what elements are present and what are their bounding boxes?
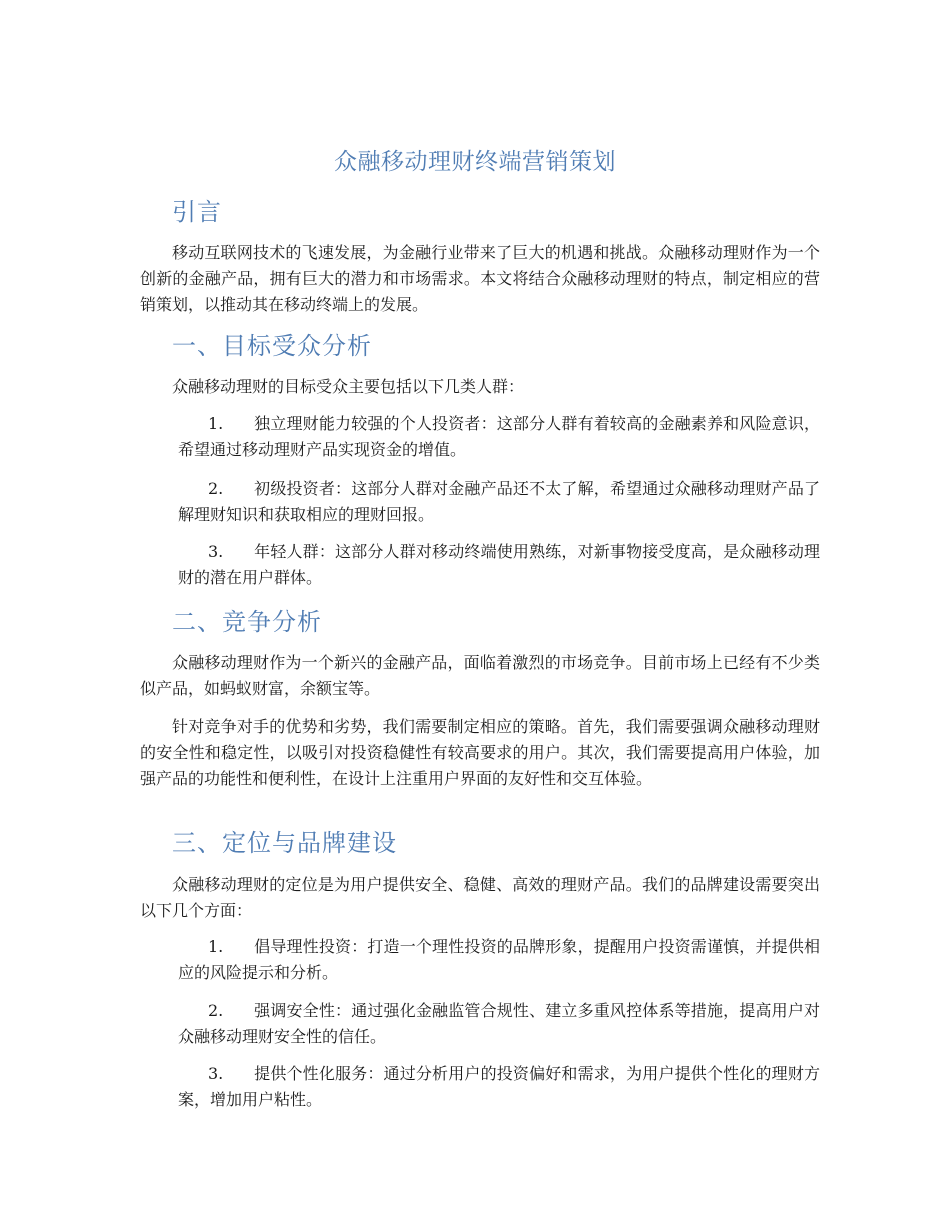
list-number: 1. xyxy=(208,414,224,433)
list-item xyxy=(178,411,820,463)
list-number: 3. xyxy=(208,1064,224,1083)
heading-intro: 引言 xyxy=(172,198,222,226)
list-number: 3. xyxy=(208,542,224,561)
paragraph-competition-2: 针对竞争对手的优势和劣势，我们需要制定相应的策略。首先，我们需要强调众融移动理财的安全性和稳定性，以吸引对投资稳健性有较高要求的用户。其次，我们需要提高用户体验，加强产品的功能性和便利性，在设计上注重用户界面的友好性和交互体验。 xyxy=(140,717,820,788)
list-item xyxy=(178,476,820,528)
list-text: 提供个性化服务：通过分析用户的投资偏好和需求，为用户提供个性化的理财方案，增加用户粘性。 xyxy=(178,1064,820,1109)
heading-branding: 三、定位与品牌建设 xyxy=(172,829,397,857)
paragraph-audience: 众融移动理财的目标受众主要包括以下几类人群： xyxy=(172,377,525,396)
paragraph-branding: 众融移动理财的定位是为用户提供安全、稳健、高效的理财产品。我们的品牌建设需要突出以下几个方面： xyxy=(140,875,820,920)
document-title: 众融移动理财终端营销策划 xyxy=(334,149,616,175)
list-number: 1. xyxy=(208,937,224,956)
list-item xyxy=(178,1061,820,1113)
list-number: 2. xyxy=(208,1001,224,1020)
list-item xyxy=(178,934,820,986)
list-text: 强调安全性：通过强化金融监管合规性、建立多重风控体系等措施，提高用户对众融移动理财安全性的信任。 xyxy=(178,1001,820,1046)
list-text: 初级投资者：这部分人群对金融产品还不太了解，希望通过众融移动理财产品了解理财知识和获取相应的理财回报。 xyxy=(178,479,820,524)
list-item xyxy=(178,998,820,1050)
heading-audience: 一、目标受众分析 xyxy=(172,332,372,360)
paragraph-competition-1: 众融移动理财作为一个新兴的金融产品，面临着激烈的市场竞争。目前市场上已经有不少类似产品，如蚂蚁财富，余额宝等。 xyxy=(140,653,820,698)
list-item xyxy=(178,539,820,591)
paragraph-intro: 移动互联网技术的飞速发展，为金融行业带来了巨大的机遇和挑战。众融移动理财作为一个创新的金融产品，拥有巨大的潜力和市场需求。本文将结合众融移动理财的特点，制定相应的营销策划，以推动其在移动终端上的发展。 xyxy=(140,243,820,314)
list-text: 年轻人群：这部分人群对移动终端使用熟练，对新事物接受度高，是众融移动理财的潜在用户群体。 xyxy=(178,542,820,587)
list-text: 倡导理性投资：打造一个理性投资的品牌形象，提醒用户投资需谨慎，并提供相应的风险提示和分析。 xyxy=(178,937,820,982)
heading-competition: 二、竞争分析 xyxy=(172,608,322,636)
list-text: 独立理财能力较强的个人投资者：这部分人群有着较高的金融素养和风险意识，希望通过移动理财产品实现资金的增值。 xyxy=(178,414,820,459)
list-number: 2. xyxy=(208,479,224,498)
